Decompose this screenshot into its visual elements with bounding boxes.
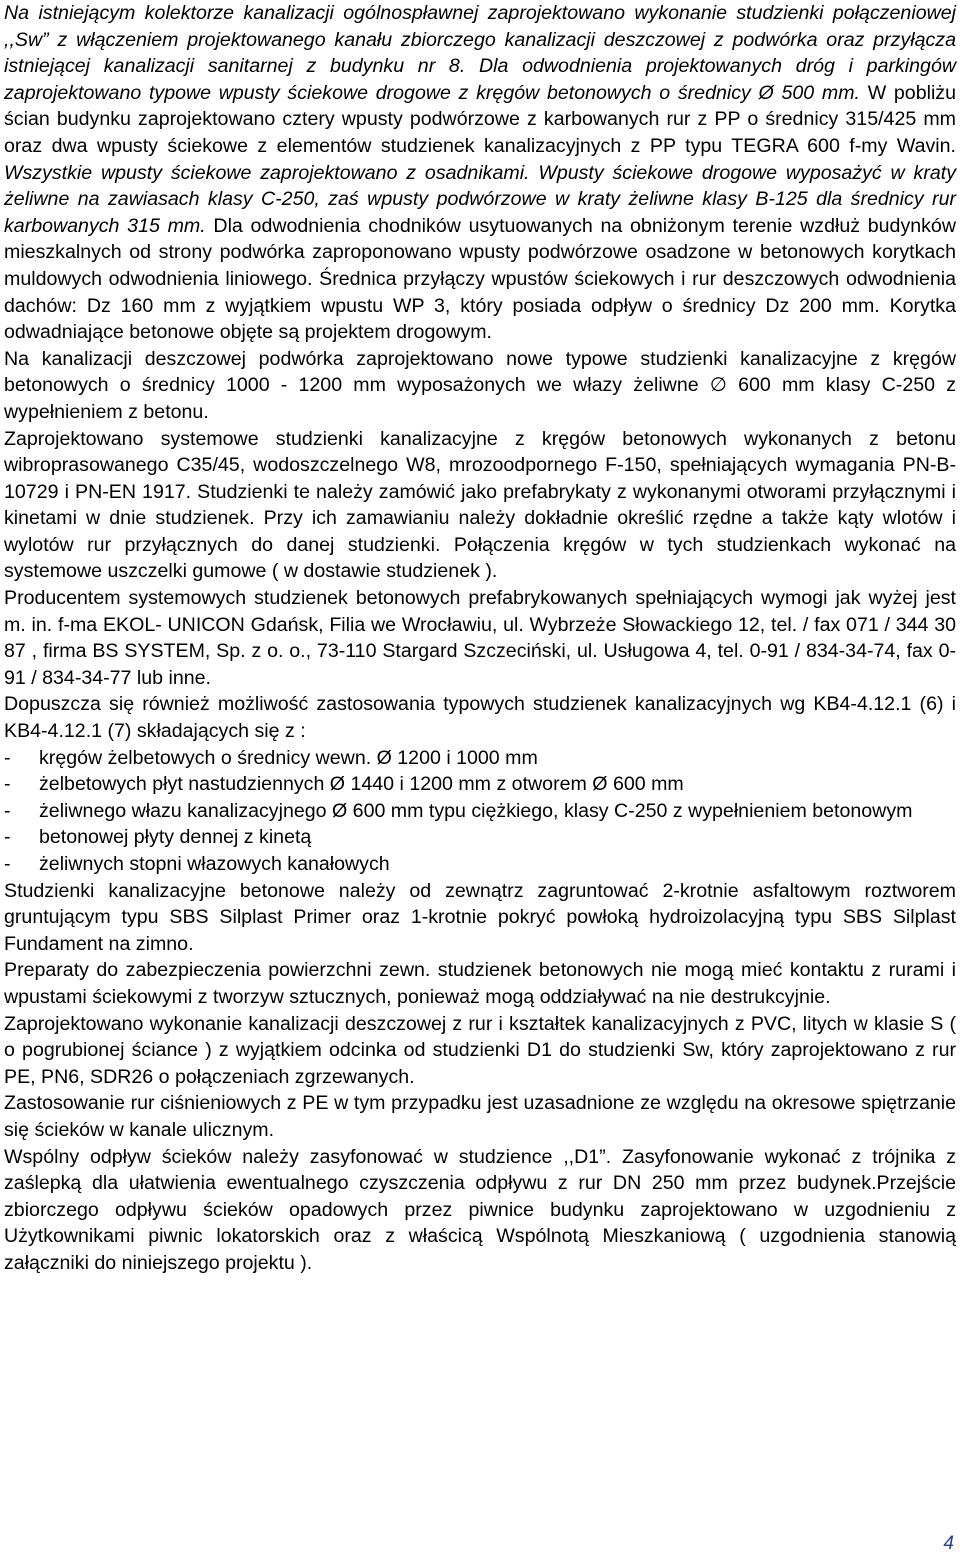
list-item xyxy=(4,771,956,798)
list-item xyxy=(4,851,956,878)
sidewalk-drainage-sentence: Dla odwodnienia chodników usytuowanych na obniżonym terenie wzdłuż budynków mieszkalnych od strony podwórka zaproponowano wpusty podwórzowe osadzone w betonowych korytkach muldowych odwodnienia liniowego. Średnica przyłączy wpustów ściekowych i rur deszczowych odwodnienia dachów: Dz 160 mm z wyjątkiem wpustu WP 3, który posiada odpływ o średnicy Dz 200 mm. xyxy=(4,214,956,317)
paragraph-intro xyxy=(4,0,956,346)
paragraph-preparations: Preparaty do zabezpieczenia powierzchni zewn. studzienek betonowych nie mogą mieć kontaktu z rurami i wpustami ściekowymi z tworzyw sztucznych, ponieważ mogą oddziaływać na nie destrukcyjnie. xyxy=(4,959,956,1008)
intro-sentence: Na istniejącym kolektorze kanalizacji ogólnospławnej zaprojektowano wykonanie studzienki połączeniowej ,,Sw” z włączeniem projektowanego kanału zbiorczego kanalizacji deszczowej z podwórka oraz przyłącza istniejącej kanalizacji sanitarnej z budynku nr 8. xyxy=(4,2,956,78)
list-item-text: żeliwnych stopni włazowych kanałowych xyxy=(39,853,390,875)
paragraph-alternatives: Dopuszcza się również możliwość zastosowania typowych studzienek kanalizacyjnych wg KB4-4.12.1 (6) i KB4-4.12.1 (7) składających się z : xyxy=(4,693,956,743)
list-item xyxy=(4,824,956,851)
paragraph-insulation: Studzienki kanalizacyjne betonowe należy od zewnątrz zagruntować 2-krotnie asfaltowym roztworem gruntującym typu SBS Silplast Primer oraz 1-krotnie pokryć powłoką hydroizolacyjną typu SBS Silplast Fundament na zimno. xyxy=(4,879,956,955)
courtyard-inlets-sentence: W pobliżu ścian budynku zaprojektowano cztery wpusty podwórzowe z karbowanych rur z PP o średnicy 315/425 mm oraz dwa wpusty ściekowe z elementów studzienek kanalizacyjnych z PP typu TEGRA 600 f-my Wavin. xyxy=(4,81,956,157)
list-dash: - xyxy=(4,826,11,849)
channels-sentence: Korytka odwadniające betonowe objęte są projektem drogowym. xyxy=(4,294,956,344)
paragraph-pipes: Zaprojektowano wykonanie kanalizacji deszczowej z rur i kształtek kanalizacyjnych z PVC, litych w klasie S ( o pogrubionej ściance ) z wyjątkiem odcinka od studzienki D1 do studzienki Sw, który zaprojektowano z rur PE, PN6, SDR26 o połączeniach zgrzewanych. xyxy=(4,1012,956,1088)
grates-sentence: Wpusty ściekowe drogowe wyposażyć w kraty żeliwne na zawiasach klasy C-250, zaś wpusty podwórzowe w kraty żeliwne klasy B-125 dla średnicy rur karbowanych 315 mm. xyxy=(4,161,956,237)
list-dash: - xyxy=(4,853,11,875)
paragraph-pe-pipes: Zastosowanie rur ciśnieniowych z PE w tym przypadku jest uzasadnione ze względu na okresowe spiętrzanie się ścieków w kanale ulicznym. xyxy=(4,1092,956,1141)
list-dash: - xyxy=(4,746,11,769)
components-list xyxy=(4,745,956,878)
list-item-text: żeliwnego włazu kanalizacyjnego Ø 600 mm typu ciężkiego, klasy C-250 z wypełnieniem betonowym xyxy=(39,799,913,822)
list-item-text: betonowej płyty dennej z kinetą xyxy=(39,826,312,849)
list-item-text: kręgów żelbetowych o średnicy wewn. Ø 1200 i 1000 mm xyxy=(39,746,538,769)
list-dash: - xyxy=(4,799,11,822)
list-item xyxy=(4,745,956,772)
paragraph-siphon: Wspólny odpływ ścieków należy zasyfonować w studzience ,,D1”. Zasyfonowanie wykonać z trójnika z zaślepką dla ułatwienia ewentualnego czyszczenia odpływu z rur DN 250 mm przez budynek.Przejście zbiorczego odpływu ścieków opadowych przez piwnice budynku zaprojektowano w uzgodnieniu z Użytkownikami piwnic lokatorskich oraz z właścicą Wspólnotą Mieszkaniową ( uzgodnienia stanowią załączniki do niniejszego projektu ). xyxy=(4,1145,956,1274)
page-number: 4 xyxy=(943,1533,954,1554)
list-item-text: żelbetowych płyt nastudziennych Ø 1440 i 1200 mm z otworem Ø 600 mm xyxy=(39,773,684,796)
document-page xyxy=(4,0,956,1277)
paragraph-producers: Producentem systemowych studzienek betonowych prefabrykowanych spełniających wymogi jak wyżej jest m. in. f-ma EKOL- UNICON Gdańsk, Filia we Wrocławiu, ul. Wybrzeże Słowackiego 12, tel. / fax 071 / 344 30 87 , firma BS SYSTEM, Sp. z o. o., 73-110 Stargard Szczeciński, ul. Usługowa 4, tel. 0-91 / 834-34-74, fax 0-91 / 834-34-77 lub inne. xyxy=(4,587,956,689)
list-dash: - xyxy=(4,773,11,796)
paragraph-new-manholes: Na kanalizacji deszczowej podwórka zaprojektowano nowe typowe studzienki kanalizacyjne z kręgów betonowych o średnicy 1000 - 1200 mm wyposażonych we włazy żeliwne ∅ 600 mm klasy C-250 z wypełnieniem z betonu. xyxy=(4,347,956,423)
paragraph-system-manholes: Zaprojektowano systemowe studzienki kanalizacyjne z kręgów betonowych wykonanych z betonu wibroprasowanego C35/45, wodoszczelnego W8, mrozoodpornego F-150, spełniających wymagania PN-B-10729 i PN-EN 1917. Studzienki te należy zamówić jako prefabrykaty z wykonanymi otworami przyłącznymi i kinetami w dnie studzienek. Przy ich zamawianiu należy dokładnie określić rzędne a także kąty wlotów i wylotów rur przyłącznych do danej studzienki. Połączenia kręgów w tych studzienkach wykonać na systemowe uszczelki gumowe ( w dostawie studzienek ). xyxy=(4,427,956,583)
list-item xyxy=(4,798,956,825)
settlers-sentence: Wszystkie wpusty ściekowe zaprojektowano z osadnikami. xyxy=(4,161,530,184)
road-inlets-sentence: Dla odwodnienia projektowanych dróg i parkingów zaprojektowano typowe wpusty ściekowe drogowe z kręgów betonowych o średnicy Ø 500 mm. xyxy=(4,55,956,104)
